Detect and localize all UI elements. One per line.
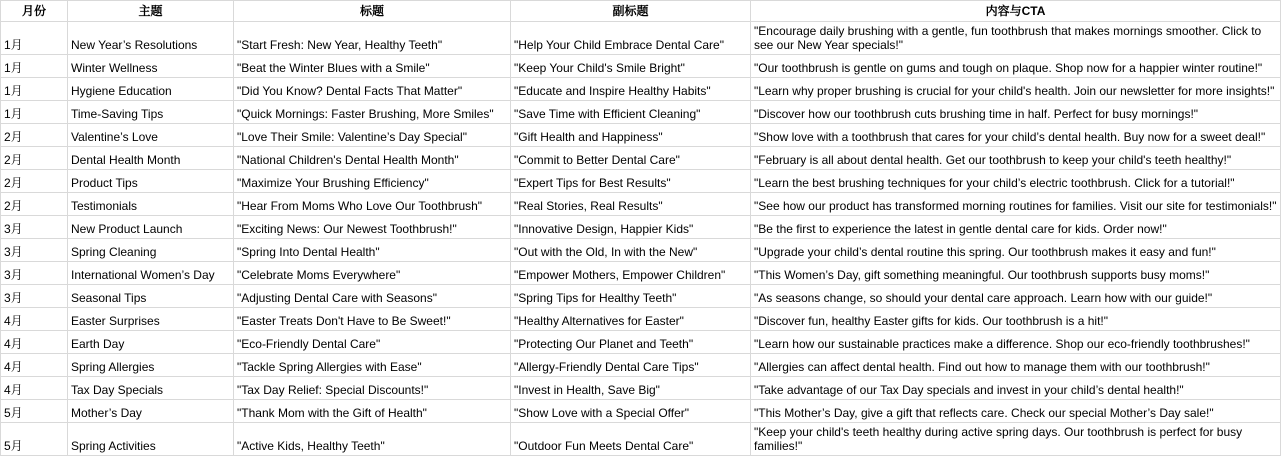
cell-subtitle[interactable]: "Innovative Design, Happier Kids" [511,216,751,239]
cell-subtitle[interactable]: "Real Stories, Real Results" [511,193,751,216]
cell-month[interactable]: 4月 [1,308,68,331]
cell-content[interactable]: "Discover fun, healthy Easter gifts for kids. Our toothbrush is a hit!" [751,308,1281,331]
cell-content[interactable]: "Our toothbrush is gentle on gums and tough on plaque. Shop now for a happier winter routine!" [751,55,1281,78]
cell-subtitle[interactable]: "Empower Mothers, Empower Children" [511,262,751,285]
cell-month[interactable]: 1月 [1,22,68,55]
cell-title[interactable]: "Easter Treats Don't Have to Be Sweet!" [234,308,511,331]
cell-title[interactable]: "Active Kids, Healthy Teeth" [234,423,511,456]
table-row [1,400,1281,423]
cell-subtitle[interactable]: "Gift Health and Happiness" [511,124,751,147]
table-row [1,124,1281,147]
cell-title[interactable]: "Adjusting Dental Care with Seasons" [234,285,511,308]
cell-subtitle[interactable]: "Invest in Health, Save Big" [511,377,751,400]
table-row [1,377,1281,400]
header-month[interactable]: 月份 [1,1,68,22]
cell-theme[interactable]: Tax Day Specials [68,377,234,400]
cell-month[interactable]: 4月 [1,377,68,400]
header-theme[interactable]: 主题 [68,1,234,22]
cell-title[interactable]: "Love Their Smile: Valentine’s Day Special" [234,124,511,147]
cell-month[interactable]: 1月 [1,101,68,124]
header-title[interactable]: 标题 [234,1,511,22]
cell-month[interactable]: 1月 [1,55,68,78]
table-body [1,22,1281,456]
cell-title[interactable]: "Beat the Winter Blues with a Smile" [234,55,511,78]
table-row [1,55,1281,78]
cell-content[interactable]: "Show love with a toothbrush that cares for your child’s dental health. Buy now for a sweet deal!" [751,124,1281,147]
cell-month[interactable]: 1月 [1,78,68,101]
cell-theme[interactable]: Spring Allergies [68,354,234,377]
cell-subtitle[interactable]: "Commit to Better Dental Care" [511,147,751,170]
cell-theme[interactable]: Testimonials [68,193,234,216]
cell-theme[interactable]: Earth Day [68,331,234,354]
table-row [1,239,1281,262]
cell-theme[interactable]: Spring Cleaning [68,239,234,262]
table-row [1,308,1281,331]
table-row [1,147,1281,170]
cell-month[interactable]: 3月 [1,216,68,239]
table-row [1,354,1281,377]
cell-content[interactable]: "This Women’s Day, gift something meaningful. Our toothbrush supports busy moms!" [751,262,1281,285]
cell-title[interactable]: "Celebrate Moms Everywhere" [234,262,511,285]
header-subtitle[interactable]: 副标题 [511,1,751,22]
cell-subtitle[interactable]: "Show Love with a Special Offer" [511,400,751,423]
cell-month[interactable]: 4月 [1,354,68,377]
table-row [1,78,1281,101]
cell-theme[interactable]: Hygiene Education [68,78,234,101]
cell-subtitle[interactable]: "Save Time with Efficient Cleaning" [511,101,751,124]
cell-title[interactable]: "Did You Know? Dental Facts That Matter" [234,78,511,101]
cell-content[interactable]: "See how our product has transformed morning routines for families. Visit our site for testimonials!" [751,193,1281,216]
table-row [1,285,1281,308]
cell-subtitle[interactable]: "Healthy Alternatives for Easter" [511,308,751,331]
cell-theme[interactable]: International Women’s Day [68,262,234,285]
cell-title[interactable]: "National Children's Dental Health Month" [234,147,511,170]
cell-subtitle[interactable]: "Out with the Old, In with the New" [511,239,751,262]
cell-content[interactable]: "Encourage daily brushing with a gentle, fun toothbrush that makes mornings smoother. Click to see our New Year specials!" [751,22,1281,55]
cell-content[interactable]: "Keep your child's teeth healthy during active spring days. Our toothbrush is perfect for busy families!" [751,423,1281,456]
cell-theme[interactable]: Dental Health Month [68,147,234,170]
cell-month[interactable]: 2月 [1,170,68,193]
table-row [1,216,1281,239]
cell-content[interactable]: "Upgrade your child’s dental routine this spring. Our toothbrush makes it easy and fun!" [751,239,1281,262]
cell-title[interactable]: "Exciting News: Our Newest Toothbrush!" [234,216,511,239]
cell-content[interactable]: "Learn how our sustainable practices make a difference. Shop our eco-friendly toothbrushes!" [751,331,1281,354]
cell-month[interactable]: 4月 [1,331,68,354]
cell-content[interactable]: "As seasons change, so should your dental care approach. Learn how with our guide!" [751,285,1281,308]
cell-subtitle[interactable]: "Protecting Our Planet and Teeth" [511,331,751,354]
cell-month[interactable]: 3月 [1,285,68,308]
cell-content[interactable]: "This Mother’s Day, give a gift that reflects care. Check our special Mother’s Day sale!" [751,400,1281,423]
cell-title[interactable]: "Tax Day Relief: Special Discounts!" [234,377,511,400]
cell-theme[interactable]: New Product Launch [68,216,234,239]
table-row [1,170,1281,193]
cell-title[interactable]: "Maximize Your Brushing Efficiency" [234,170,511,193]
table-row [1,262,1281,285]
cell-subtitle[interactable]: "Help Your Child Embrace Dental Care" [511,22,751,55]
cell-theme[interactable]: Mother’s Day [68,400,234,423]
cell-title[interactable]: "Eco-Friendly Dental Care" [234,331,511,354]
header-content[interactable]: 内容与CTA [751,1,1281,22]
cell-month[interactable]: 3月 [1,239,68,262]
table-row [1,331,1281,354]
table-row [1,193,1281,216]
cell-title[interactable]: "Start Fresh: New Year, Healthy Teeth" [234,22,511,55]
cell-subtitle[interactable]: "Outdoor Fun Meets Dental Care" [511,423,751,456]
cell-subtitle[interactable]: "Educate and Inspire Healthy Habits" [511,78,751,101]
cell-month[interactable]: 2月 [1,124,68,147]
cell-month[interactable]: 5月 [1,400,68,423]
cell-content[interactable]: "February is all about dental health. Get our toothbrush to keep your child's teeth healthy!" [751,147,1281,170]
cell-subtitle[interactable]: "Keep Your Child's Smile Bright" [511,55,751,78]
cell-month[interactable]: 5月 [1,423,68,456]
cell-subtitle[interactable]: "Expert Tips for Best Results" [511,170,751,193]
cell-subtitle[interactable]: "Allergy-Friendly Dental Care Tips" [511,354,751,377]
table-row [1,101,1281,124]
table-row [1,22,1281,55]
cell-theme[interactable]: Easter Surprises [68,308,234,331]
cell-title[interactable]: "Quick Mornings: Faster Brushing, More Smiles" [234,101,511,124]
cell-month[interactable]: 3月 [1,262,68,285]
cell-theme[interactable]: Valentine’s Love [68,124,234,147]
cell-content[interactable]: "Discover how our toothbrush cuts brushing time in half. Perfect for busy mornings!" [751,101,1281,124]
header-row [1,1,1281,22]
cell-theme[interactable]: Seasonal Tips [68,285,234,308]
cell-theme[interactable]: Winter Wellness [68,55,234,78]
cell-title[interactable]: "Spring Into Dental Health" [234,239,511,262]
cell-content[interactable]: "Take advantage of our Tax Day specials and invest in your child’s dental health!" [751,377,1281,400]
cell-content[interactable]: "Learn the best brushing techniques for your child’s electric toothbrush. Click for a tutorial!" [751,170,1281,193]
cell-subtitle[interactable]: "Spring Tips for Healthy Teeth" [511,285,751,308]
table-row [1,423,1281,456]
cell-title[interactable]: "Thank Mom with the Gift of Health" [234,400,511,423]
cell-month[interactable]: 2月 [1,147,68,170]
cell-content[interactable]: "Be the first to experience the latest in gentle dental care for kids. Order now!" [751,216,1281,239]
cell-title[interactable]: "Hear From Moms Who Love Our Toothbrush" [234,193,511,216]
cell-title[interactable]: "Tackle Spring Allergies with Ease" [234,354,511,377]
cell-theme[interactable]: Product Tips [68,170,234,193]
cell-theme[interactable]: Time-Saving Tips [68,101,234,124]
cell-theme[interactable]: New Year’s Resolutions [68,22,234,55]
cell-theme[interactable]: Spring Activities [68,423,234,456]
cell-content[interactable]: "Learn why proper brushing is crucial for your child's health. Join our newsletter for more insights!" [751,78,1281,101]
cell-content[interactable]: "Allergies can affect dental health. Find out how to manage them with our toothbrush!" [751,354,1281,377]
cell-month[interactable]: 2月 [1,193,68,216]
